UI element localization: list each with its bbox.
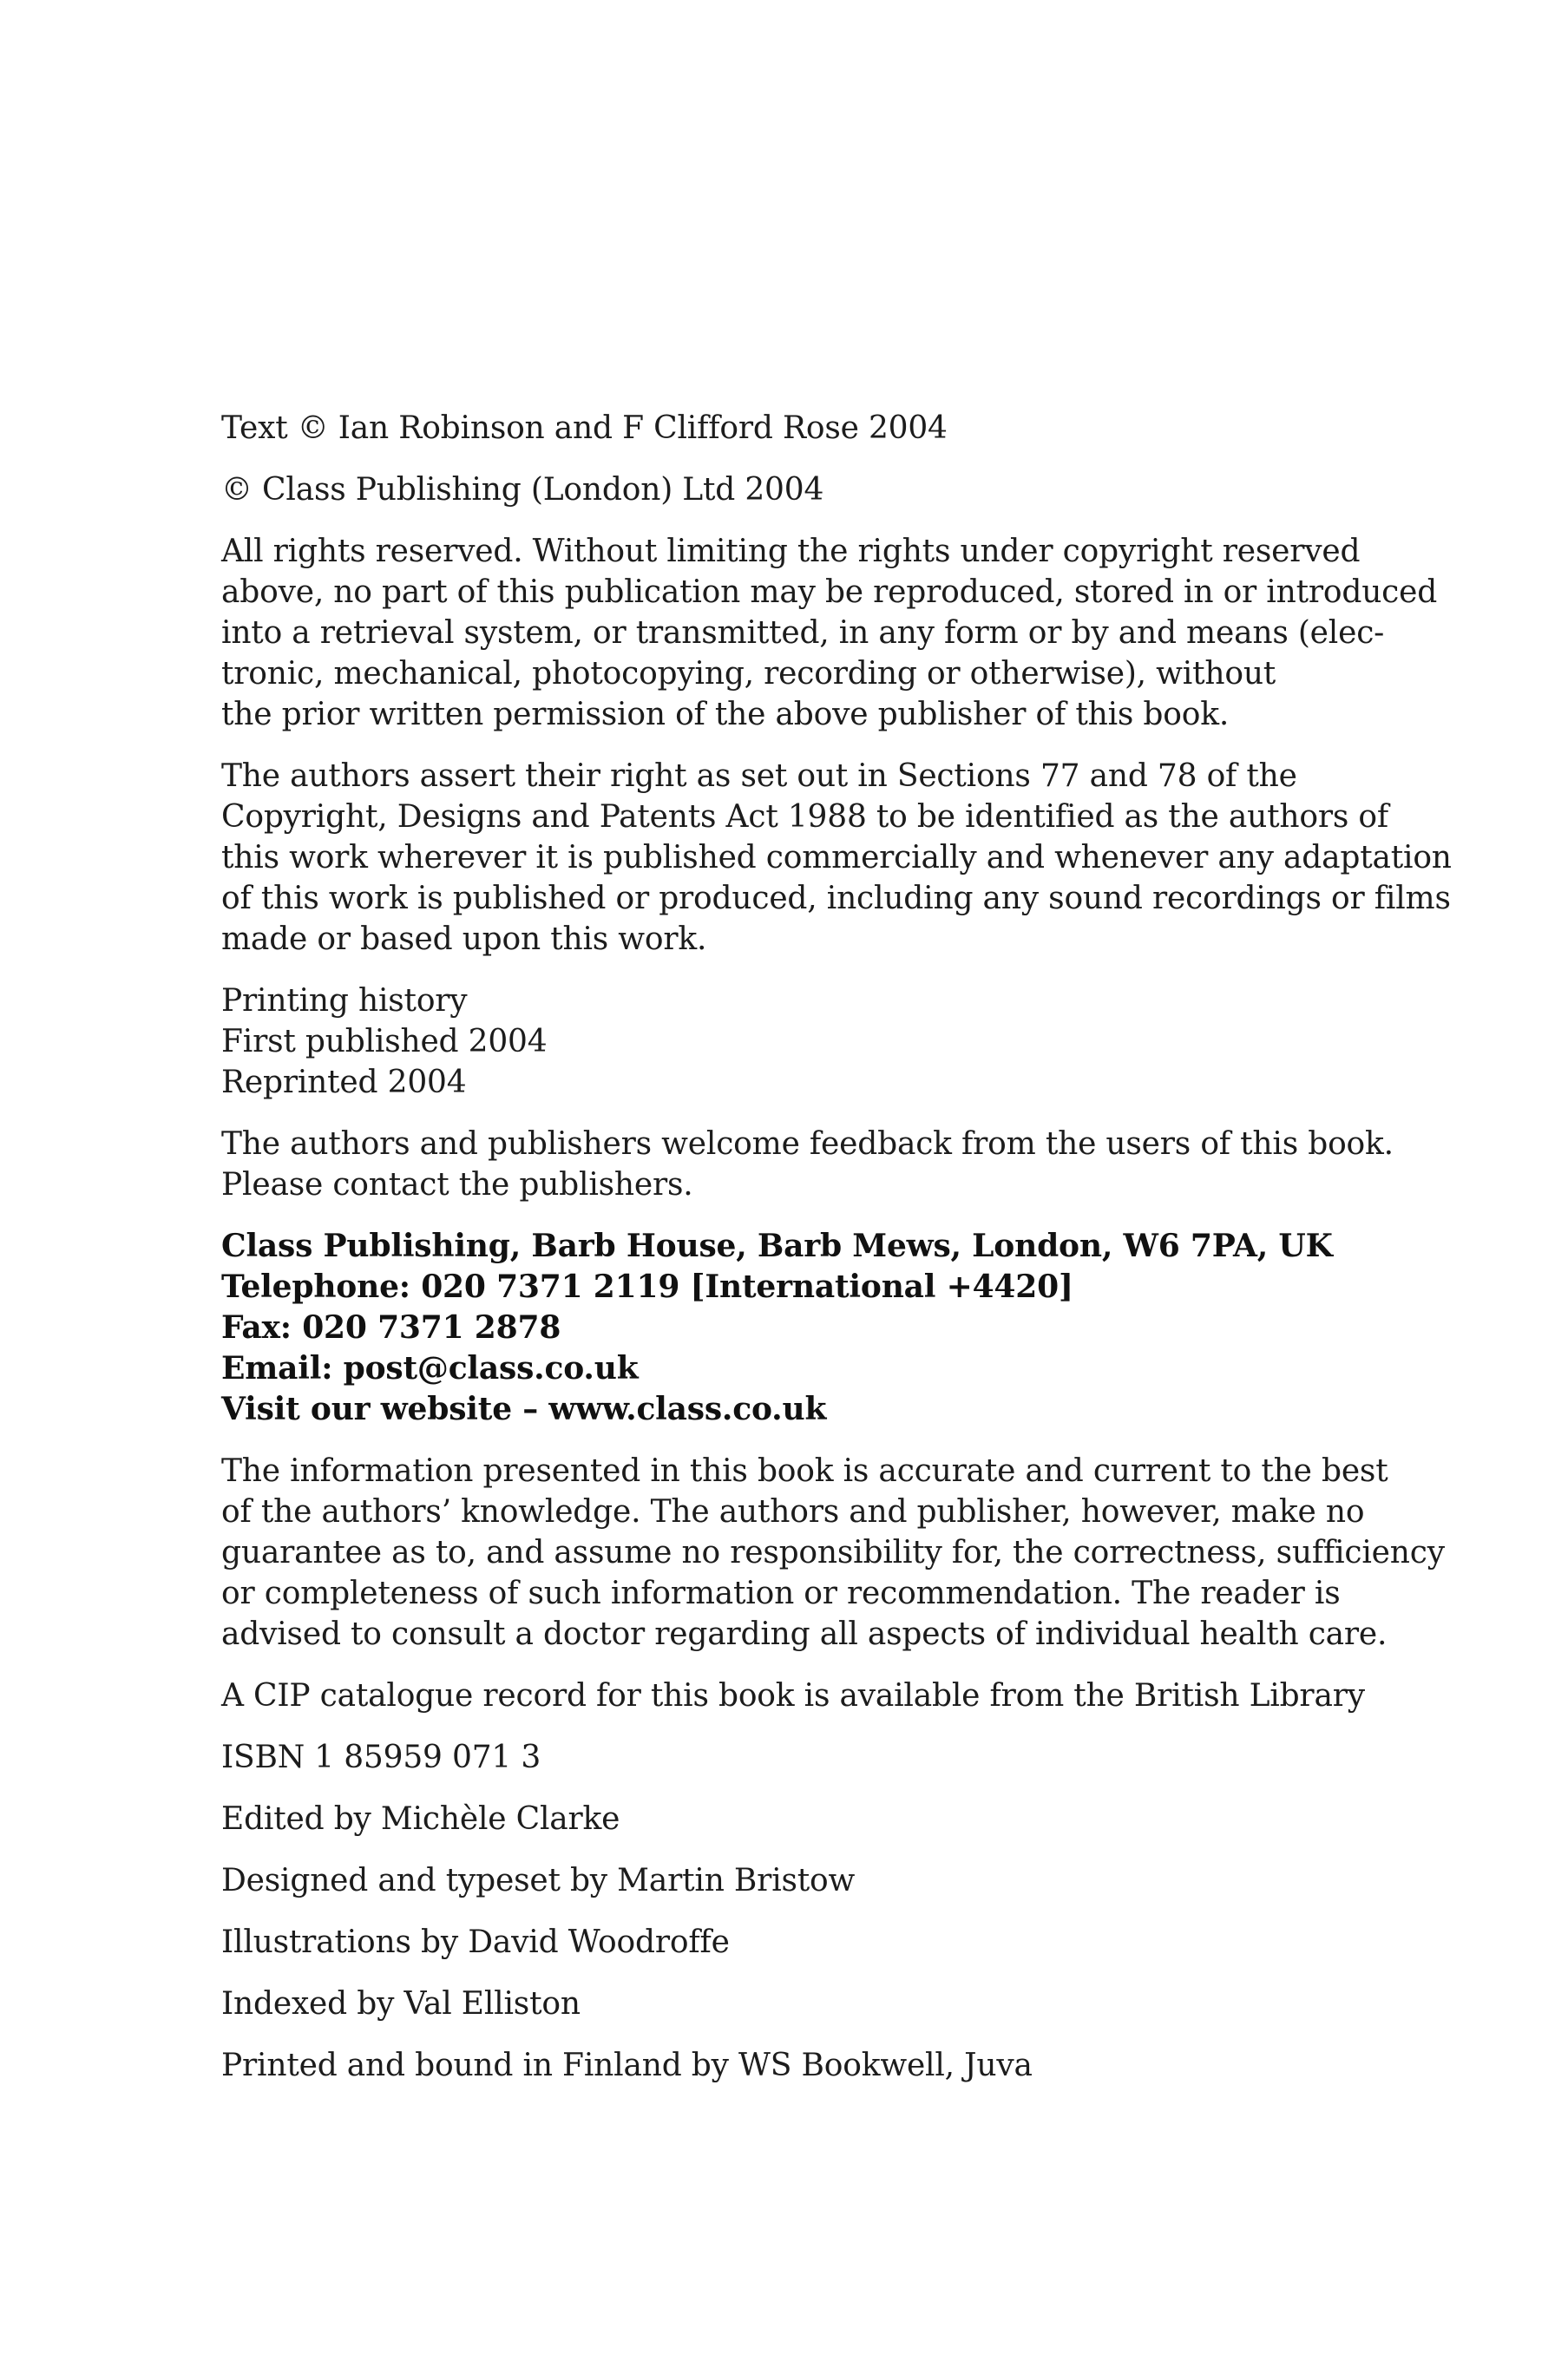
credit-illustrator-line: Illustrations by David Woodroffe	[221, 1924, 730, 1960]
copyright-page	[221, 408, 1452, 2107]
rights-line: the prior written permission of the above publisher of this book.	[221, 697, 1230, 732]
credit-indexer	[221, 1983, 1436, 2024]
authors-assert-paragraph	[221, 756, 1452, 960]
assert-line: of this work is published or produced, including any sound recordings or films	[221, 881, 1451, 916]
rights-line: tronic, mechanical, photocopying, recording or otherwise), without	[221, 656, 1276, 692]
credit-printer-line: Printed and bound in Finland by WS Bookwell, Juva	[221, 2048, 1033, 2083]
credit-illustrator	[221, 1922, 1436, 1963]
disclaimer-line: The information presented in this book is accurate and current to the best	[221, 1453, 1388, 1489]
feedback-paragraph	[221, 1124, 1436, 1205]
publisher-contact	[221, 1226, 1436, 1430]
credit-designer	[221, 1860, 1436, 1901]
credit-editor-line: Edited by Michèle Clarke	[221, 1801, 620, 1837]
assert-line: made or based upon this work.	[221, 921, 707, 957]
rights-line: All rights reserved. Without limiting the rights under copyright reserved	[221, 534, 1361, 569]
rights-line: above, no part of this publication may be reproduced, stored in or introduced	[221, 574, 1438, 610]
disclaimer-line: guarantee as to, and assume no responsibility for, the correctness, sufficiency	[221, 1535, 1445, 1570]
credit-printer	[221, 2045, 1436, 2086]
isbn	[221, 1737, 1436, 1778]
feedback-line: Please contact the publishers.	[221, 1167, 693, 1203]
text-copyright	[221, 408, 1436, 449]
publisher-address: Class Publishing, Barb House, Barb Mews, London, W6 7PA, UK	[221, 1228, 1333, 1264]
text-copyright-line: Text © Ian Robinson and F Clifford Rose 2004	[221, 410, 948, 446]
credit-designer-line: Designed and typeset by Martin Bristow	[221, 1863, 856, 1898]
publisher-email: Email: post@class.co.uk	[221, 1350, 639, 1387]
publisher-telephone: Telephone: 020 7371 2119 [International +4420]	[221, 1269, 1073, 1305]
printing-history-reprint: Reprinted 2004	[221, 1065, 467, 1100]
publisher-copyright	[221, 469, 1436, 510]
isbn-line: ISBN 1 85959 071 3	[221, 1740, 541, 1775]
assert-line: this work wherever it is published commercially and whenever any adaptation	[221, 840, 1452, 875]
printing-history-first: First published 2004	[221, 1024, 548, 1059]
feedback-line: The authors and publishers welcome feedback from the users of this book.	[221, 1126, 1394, 1162]
assert-line: Copyright, Designs and Patents Act 1988 to be identified as the authors of	[221, 799, 1389, 835]
publisher-copyright-line: © Class Publishing (London) Ltd 2004	[221, 472, 824, 508]
disclaimer-line: of the authors’ knowledge. The authors and publisher, however, make no	[221, 1494, 1365, 1530]
printing-history-heading: Printing history	[221, 983, 468, 1019]
disclaimer-line: advised to consult a doctor regarding all aspects of individual health care.	[221, 1616, 1388, 1652]
publisher-website: Visit our website – www.class.co.uk	[221, 1391, 827, 1427]
disclaimer-paragraph	[221, 1451, 1445, 1655]
credit-editor	[221, 1799, 1436, 1839]
publisher-fax: Fax: 020 7371 2878	[221, 1309, 561, 1346]
cip-record	[221, 1675, 1436, 1716]
disclaimer-line: or completeness of such information or recommendation. The reader is	[221, 1576, 1341, 1611]
assert-line: The authors assert their right as set out in Sections 77 and 78 of the	[221, 758, 1297, 794]
printing-history	[221, 980, 1436, 1103]
rights-reserved-paragraph	[221, 531, 1436, 735]
rights-line: into a retrieval system, or transmitted, in any form or by and means (elec-	[221, 615, 1385, 651]
cip-line: A CIP catalogue record for this book is available from the British Library	[221, 1678, 1365, 1714]
credit-indexer-line: Indexed by Val Elliston	[221, 1986, 581, 2022]
